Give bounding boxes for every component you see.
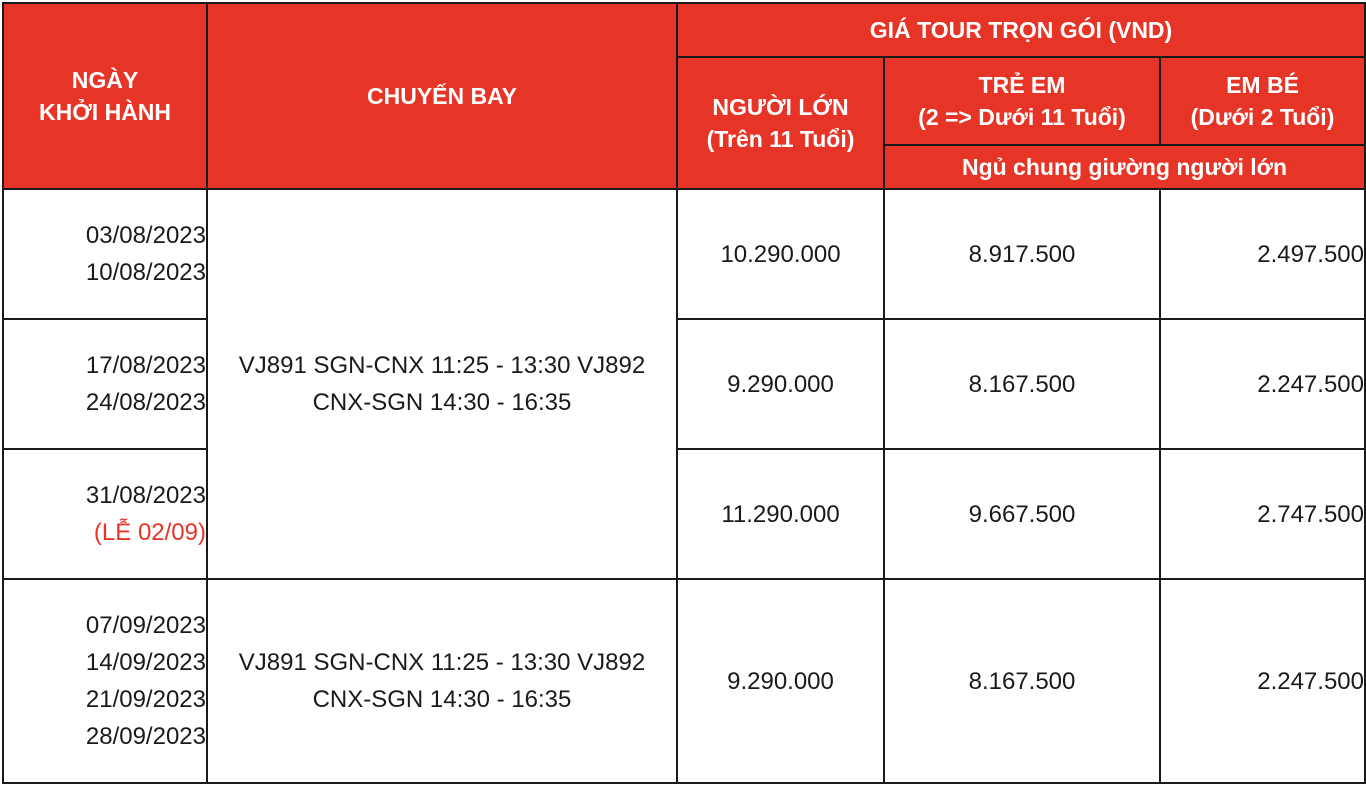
flight-line: VJ891 SGN-CNX 11:25 - 13:30 VJ892 — [238, 352, 646, 379]
infant-price: 2.747.500 — [1160, 449, 1365, 579]
adult-price: 11.290.000 — [677, 449, 884, 579]
departure-dates-cell — [3, 319, 207, 449]
departure-date: 24/08/2023 — [85, 389, 206, 416]
flight-cell — [207, 579, 677, 783]
header-infant-line2: (Dưới 2 Tuổi) — [1190, 104, 1335, 130]
header-child-line2: (2 => Dưới 11 Tuổi) — [918, 104, 1126, 130]
flight-line: CNX-SGN 14:30 - 16:35 — [312, 389, 572, 416]
departure-date: 28/09/2023 — [85, 723, 206, 750]
header-departure-date-line1: NGÀY — [71, 67, 139, 93]
adult-price: 10.290.000 — [677, 189, 884, 319]
departure-date: 14/09/2023 — [85, 649, 206, 676]
departure-dates-cell — [3, 579, 207, 783]
header-infant-line1: EM BÉ — [1226, 72, 1299, 98]
departure-date: 21/09/2023 — [85, 686, 206, 713]
tour-price-table — [2, 2, 1366, 784]
header-departure-date-line2: KHỞI HÀNH — [38, 99, 172, 125]
departure-dates-cell — [3, 189, 207, 319]
child-price: 8.167.500 — [884, 579, 1160, 783]
departure-date: 03/08/2023 — [85, 222, 206, 249]
infant-price: 2.247.500 — [1160, 319, 1365, 449]
departure-date: 31/08/2023 — [85, 482, 206, 509]
header-flight: CHUYẾN BAY — [207, 3, 677, 189]
departure-date: 10/08/2023 — [85, 259, 206, 286]
child-price: 8.917.500 — [884, 189, 1160, 319]
flight-line: CNX-SGN 14:30 - 16:35 — [312, 686, 572, 713]
flight-line: VJ891 SGN-CNX 11:25 - 13:30 VJ892 — [238, 649, 646, 676]
header-child-line1: TRẺ EM — [978, 72, 1066, 98]
header-adult-line1: NGƯỜI LỚN — [712, 94, 849, 120]
infant-price: 2.247.500 — [1160, 579, 1365, 783]
header-child — [884, 57, 1160, 145]
header-package-price: GIÁ TOUR TRỌN GÓI (VND) — [677, 3, 1365, 57]
infant-price: 2.497.500 — [1160, 189, 1365, 319]
flight-cell — [207, 189, 677, 579]
header-departure-date — [3, 3, 207, 189]
departure-date: 07/09/2023 — [85, 612, 206, 639]
header-shared-bed-note: Ngủ chung giường người lớn — [884, 145, 1365, 189]
header-infant — [1160, 57, 1365, 145]
table-row — [3, 579, 1365, 783]
departure-dates-cell — [3, 449, 207, 579]
child-price: 8.167.500 — [884, 319, 1160, 449]
adult-price: 9.290.000 — [677, 579, 884, 783]
table-row — [3, 189, 1365, 319]
child-price: 9.667.500 — [884, 449, 1160, 579]
header-adult-line2: (Trên 11 Tuổi) — [706, 126, 855, 152]
departure-date: 17/08/2023 — [85, 352, 206, 379]
adult-price: 9.290.000 — [677, 319, 884, 449]
holiday-note: (LỄ 02/09) — [93, 519, 206, 546]
header-adult — [677, 57, 884, 189]
